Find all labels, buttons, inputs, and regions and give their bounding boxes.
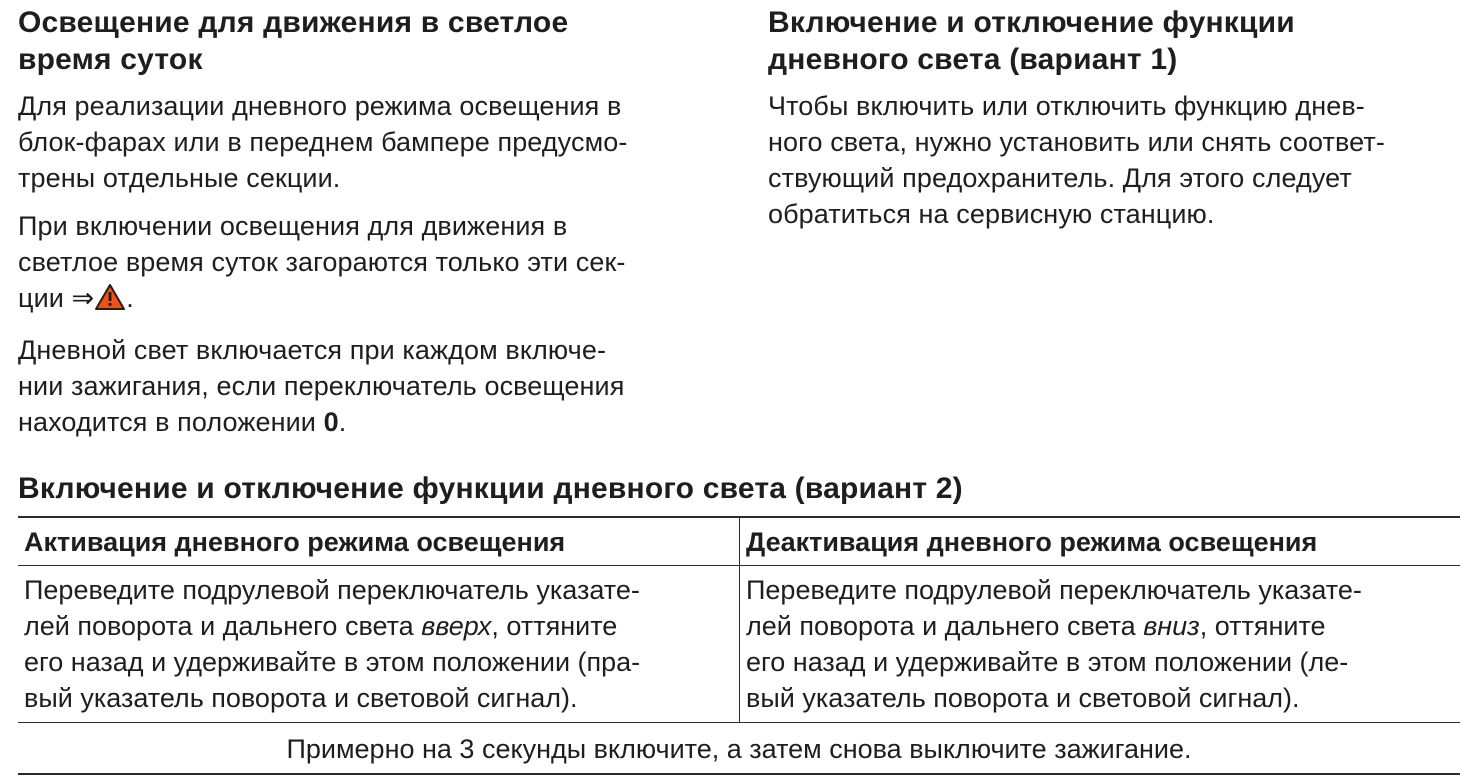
direction-up: вверх [421, 611, 492, 641]
table-header-row [18, 518, 1460, 566]
warning-triangle-icon[interactable] [94, 283, 126, 320]
reference-arrow: ⇒ [71, 283, 95, 313]
switch-position-zero: 0 [323, 407, 339, 437]
paragraph-ignition: Дневной свет включается при каждом включе- нии зажигания, если переключатель освещения находится в положении 0. [18, 335, 625, 437]
daylight-section-title: Освещение для движения в светлое время суток [18, 6, 569, 76]
table-footer-note: Примерно на 3 секунды включите, а затем снова выключите зажигание. [18, 723, 1460, 775]
header-deactivation: Деактивация дневного режима освещения [739, 518, 1460, 565]
left-column [18, 4, 718, 452]
paragraph-sections-intro: Для реализации дневного режима освещения в блок-фарах или в переднем бампере предусмо- трены отдельные секции. [18, 91, 628, 193]
paragraph-fuse: Чтобы включить или отключить функцию днев- ного света, нужно установить или снять соответ- ствующий предохранитель. Для этого следует обратиться на сервисную станцию. [768, 91, 1385, 229]
variant2-section-title: Включение и отключение функции дневного света (вариант 2) [18, 472, 963, 505]
variant2-table [18, 516, 1460, 775]
right-column [768, 4, 1458, 244]
paragraph-sections-light: При включении освещения для движения в светлое время суток загораются только эти сек- ции ⇒ . [18, 208, 718, 320]
deactivation-instructions: Переведите подрулевой переключатель указате- лей поворота и дальнего света вниз, оттяните его назад и удерживайте в этом положении (ле- вый указатель поворота и световой сигнал). [739, 566, 1460, 722]
activation-instructions: Переведите подрулевой переключатель указате- лей поворота и дальнего света вверх, оттяните его назад и удерживайте в этом положении (пра- вый указатель поворота и световой сигнал). [24, 575, 641, 713]
header-activation: Активация дневного режима освещения [24, 527, 566, 557]
variant1-section-title: Включение и отключение функции дневного света (вариант 1) [768, 6, 1295, 76]
direction-down: вниз [1143, 611, 1200, 641]
table-row [18, 566, 1460, 723]
